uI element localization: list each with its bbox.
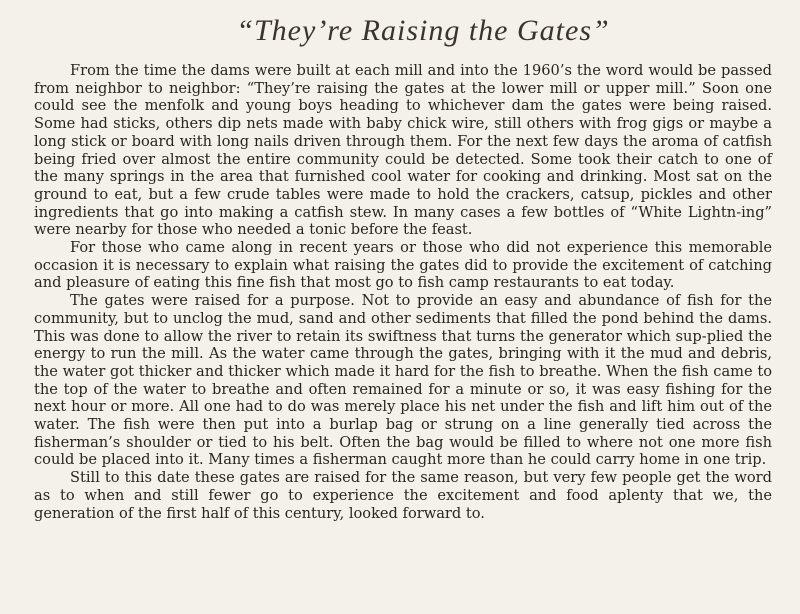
paragraph-4: Still to this date these gates are raised for the same reason, but very few people get the word as to when and still fewer go to experience the excitement and food aplenty that we, the generation of the first half of this century, looked forward to. xyxy=(34,469,772,522)
paragraph-3: The gates were raised for a purpose. Not to provide an easy and abundance of fish for the community, but to unclog the mud, sand and other sediments that filled the pond behind the dams. This was done to allow the river to retain its swiftness that turns the generator which sup-plied the energy to run the mill. As the water came through the gates, bringing with it the mud and debris, the water got thicker and thicker which made it hard for the fish to breathe. When the fish came to the top of the water to breathe and often remained for a minute or so, it was easy fishing for the next hour or more. All one had to do was merely place his net under the fish and lift him out of the water. The fish were then put into a burlap bag or strung on a line generally tied across the fisherman’s shoulder or tied to his belt. Often the bag would be filled to where not one more fish could be placed into it. Many times a fisherman caught more than he could carry home in one trip. xyxy=(34,292,772,469)
paragraph-1: From the time the dams were built at each mill and into the 1960’s the word would be passed from neighbor to neighbor: “They’re raising the gates at the lower mill or upper mill.” Soon one could see the menfolk and young boys heading to whichever dam the gates were being raised. Some had sticks, others dip nets made with baby chick wire, still others with frog gigs or maybe a long stick or board with long nails driven through them. For the next few days the aroma of catfish being fried over almost the entire community could be detected. Some took their catch to one of the many springs in the area that furnished cool water for cooking and drinking. Most sat on the ground to eat, but a few crude tables were made to hold the crackers, catsup, pickles and other ingredients that go into making a catfish stew. In many cases a few bottles of “White Lightn-ing” were nearby for those who needed a tonic before the feast. xyxy=(34,62,772,239)
paragraph-2: For those who came along in recent years or those who did not experience this memorable occasion it is necessary to explain what raising the gates did to provide the excitement of catching and pleasure of eating this fine fish that most go to fish camp restaurants to eat today. xyxy=(34,239,772,292)
page-title: “They’re Raising the Gates” xyxy=(236,14,610,47)
